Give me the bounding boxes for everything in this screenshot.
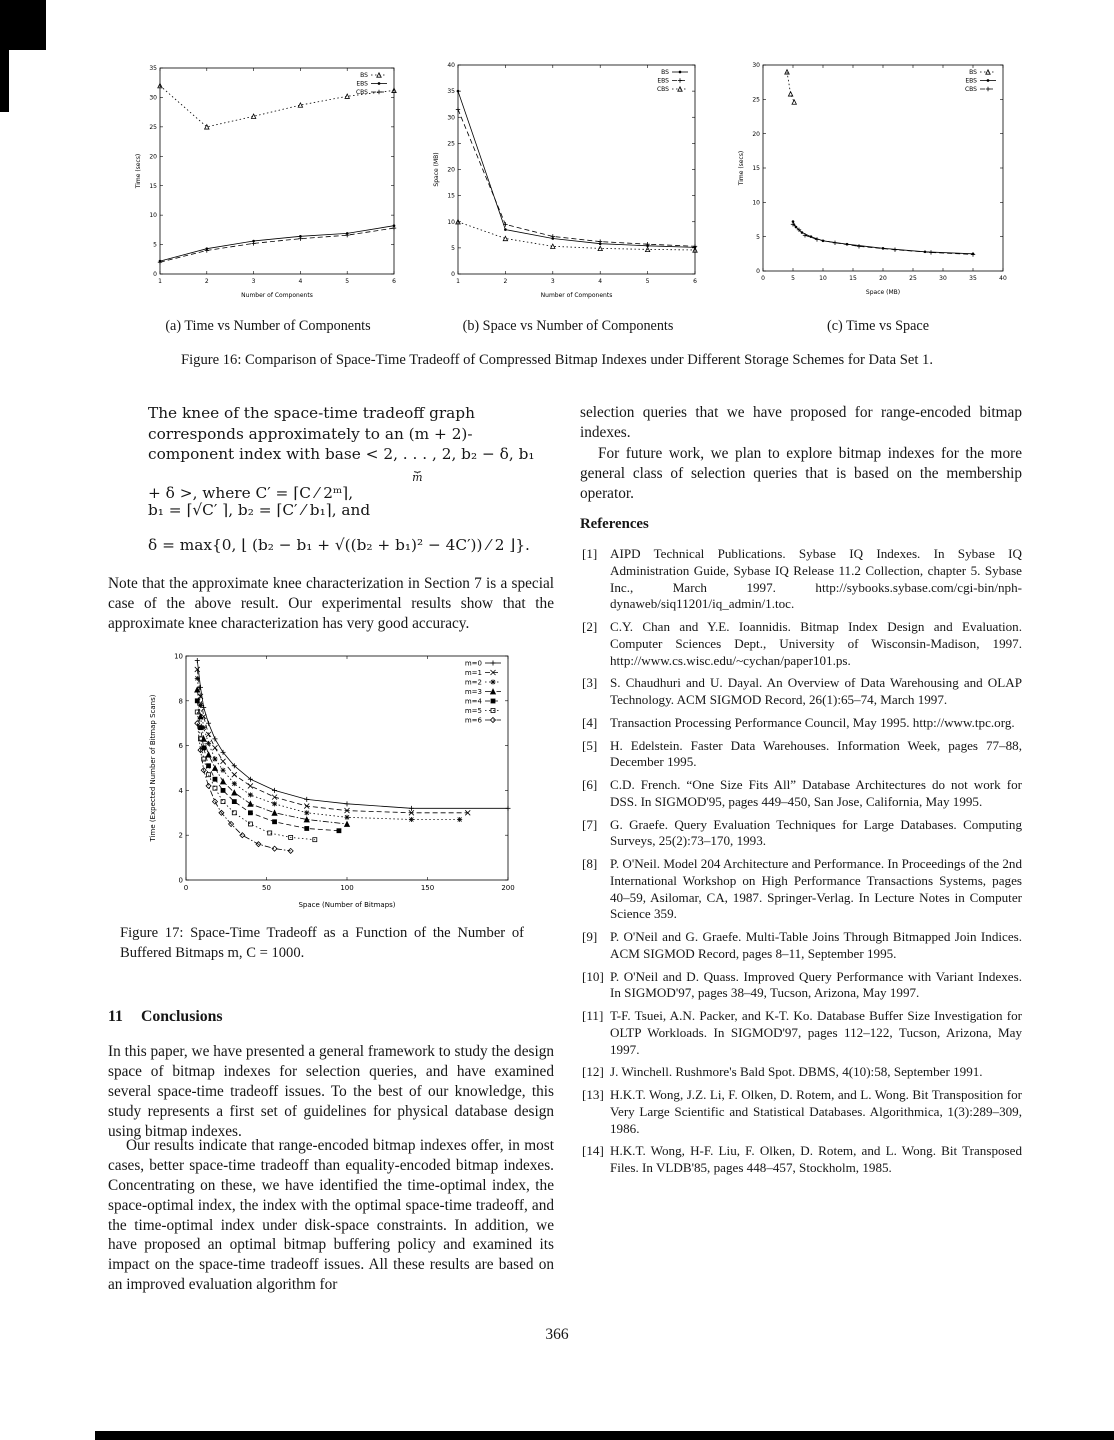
note-paragraph: Note that the approximate knee characterization in Section 7 is a special case of the above result. Our experimental results show that the approximate knee characterization has very good accuracy.	[108, 575, 554, 632]
svg-text:30: 30	[149, 94, 157, 102]
references-heading: References	[580, 516, 649, 532]
reference-item	[580, 715, 1022, 732]
continuation-paragraph: selection queries that we have proposed for range-encoded bitmap indexes.	[580, 404, 1022, 441]
reference-text: H.K.T. Wong, J.Z. Li, F. Olken, D. Rotem, and L. Wong. Bit Transposition for Very Large Scientific and Statistical Databases. Algorithmica, 1(3):289–309, 1986.	[610, 1087, 1022, 1136]
svg-text:25: 25	[447, 140, 455, 148]
reference-text: J. Winchell. Rushmore's Bald Spot. DBMS, 4(10):58, September 1991.	[610, 1064, 983, 1080]
svg-text:5: 5	[756, 233, 760, 241]
svg-text:8: 8	[178, 697, 183, 706]
reference-label: [7]	[582, 816, 598, 832]
svg-text:40: 40	[999, 275, 1007, 282]
svg-text:30: 30	[939, 275, 947, 282]
figure16a-subcaption: (a) Time vs Number of Components	[165, 318, 371, 334]
reference-text: P. O'Neil. Model 204 Architecture and Performance. In Proceedings of the 2nd International Workshop on High Performance Transactions Systems, pages 40–59, Asilomar, CA, 1987. Springer-Verlag. In Lecture Notes in Computer Science 359.	[610, 856, 1022, 922]
svg-text:50: 50	[262, 884, 271, 892]
underbrace-label: m	[412, 470, 423, 484]
svg-text:15: 15	[149, 182, 157, 190]
svg-text:15: 15	[849, 275, 857, 282]
svg-text:10: 10	[174, 652, 183, 661]
svg-text:Number of Components: Number of Components	[540, 292, 613, 299]
svg-text:Number of Components: Number of Components	[241, 292, 313, 299]
reference-label: [12]	[582, 1064, 604, 1080]
page-number: 366	[545, 1326, 569, 1343]
reference-item	[580, 1008, 1022, 1058]
svg-text:4: 4	[298, 278, 303, 285]
reference-item	[580, 856, 1022, 923]
section-number: 11	[108, 1008, 123, 1025]
references-list	[580, 546, 1022, 1183]
svg-text:0: 0	[178, 876, 183, 885]
svg-text:2: 2	[178, 831, 183, 840]
reference-label: [6]	[582, 777, 598, 792]
underbrace-icon: ⏟	[414, 459, 421, 473]
conclusions-paragraph-2: Our results indicate that range-encoded bitmap indexes offer, in most cases, better space-time tradeoff than equality-encoded bitmap indexes. Concentrating on these, we have identified the time-optimal index, the space-optimal index, the index with the optimal space-time tradeoff, and the time-optimal index under disk-space constraints. In addition, we have proposed an optimal bitmap buffering policy and examined its impact on the space-time tradeoff issues. All these results are based on an improved evaluation algorithm for	[108, 1137, 554, 1294]
svg-text:Space (Number of Bitmaps): Space (Number of Bitmaps)	[298, 901, 396, 909]
future-work-paragraph: For future work, we plan to explore bitmap indexes for the more general class of selection queries that is based on the membership operator.	[580, 445, 1022, 502]
reference-text: Transaction Processing Performance Council, May 1995. http://www.tpc.org.	[610, 714, 1015, 730]
svg-text:5: 5	[451, 244, 455, 252]
svg-text:6: 6	[392, 278, 396, 285]
svg-text:200: 200	[501, 884, 515, 892]
reference-item	[580, 675, 1022, 709]
svg-text:0: 0	[451, 271, 455, 279]
svg-text:35: 35	[447, 88, 455, 96]
svg-text:Space (MB): Space (MB)	[433, 152, 440, 187]
reference-text: P. O'Neil and D. Quass. Improved Query Performance with Variant Indexes. In SIGMOD'97, pages 38–49, Tucson, Arizona, May 1997.	[610, 968, 1022, 1001]
section-heading-conclusions	[108, 1008, 554, 1026]
reference-text: AIPD Technical Publications. Sybase IQ Indexes. In Sybase IQ Administration Guide, Sybase IQ Release 11.2 Collection, chapter 5. Sybase Inc., March 1997. http://sybooks.sybase.com/cgi-bin/nph-dynaweb/siq11201/iq_admin/1.toc.	[610, 546, 1022, 612]
svg-text:EBS: EBS	[965, 77, 977, 85]
svg-text:3: 3	[550, 278, 555, 285]
reference-label: [4]	[582, 714, 598, 730]
svg-text:35: 35	[969, 275, 977, 282]
reference-label: [5]	[582, 737, 598, 753]
reference-text: T-F. Tsuei, A.N. Packer, and K-T. Ko. Database Buffer Size Investigation for OLTP Workloads. In SIGMOD'97, pages 112–122, Tucson, Arizona, May 1997.	[610, 1008, 1022, 1057]
svg-text:0: 0	[153, 271, 157, 279]
svg-text:25: 25	[149, 123, 157, 131]
svg-text:150: 150	[420, 884, 435, 892]
knee-text-post: , b₂ − δ, b₁ + δ >, where C′ = ⌈C ⁄ 2ᵐ⌉,	[148, 445, 535, 502]
svg-text:2: 2	[503, 278, 508, 285]
svg-text:BS: BS	[661, 69, 669, 77]
reference-text: C.D. French. “One Size Fits All” Database Architectures do not work for DSS. In SIGMOD'95, pages 449–450, San Jose, California, May 1995.	[610, 777, 1022, 809]
svg-text:20: 20	[447, 166, 455, 174]
conclusions-paragraph-1: In this paper, we have presented a general framework to study the design space of bitmap indexes for selection queries, and have examined several space-time tradeoff issues. To the best of our knowledge, this study represents a first set of guidelines for physical database design using bitmap indexes.	[108, 1043, 554, 1140]
svg-text:30: 30	[752, 62, 760, 70]
svg-text:m=3: m=3	[464, 687, 482, 696]
reference-label: [14]	[582, 1143, 604, 1159]
svg-text:30: 30	[447, 114, 455, 122]
svg-text:Time (secs): Time (secs)	[738, 150, 745, 186]
svg-text:10: 10	[149, 212, 157, 220]
scan-artifact-left-strip	[0, 50, 9, 112]
svg-text:m=2: m=2	[464, 678, 482, 687]
reference-text: H. Edelstein. Faster Data Warehouses. Information Week, pages 77–88, December 1995.	[610, 737, 1022, 770]
section-title: Conclusions	[140, 1008, 223, 1025]
math-line-delta: δ = max{0, ⌊ (b₂ − b₁ + √((b₂ + b₁)² − 4C′)) ⁄ 2 ⌋}.	[148, 536, 530, 554]
svg-text:5: 5	[791, 275, 795, 282]
underbrace-content: 2, . . . , 2	[383, 445, 452, 464]
reference-item	[580, 546, 1022, 613]
reference-item	[580, 1087, 1022, 1137]
svg-text:m=5: m=5	[464, 706, 482, 715]
figure16-caption: Figure 16: Comparison of Space-Time Tradeoff of Compressed Bitmap Indexes under Different Storage Schemes for Data Set 1.	[181, 352, 933, 368]
figure17-chart	[146, 646, 520, 910]
scan-artifact-bottom-bar	[95, 1431, 1114, 1440]
figure16c-chart	[735, 57, 1013, 297]
reference-label: [3]	[582, 675, 598, 691]
svg-text:25: 25	[752, 96, 760, 104]
svg-text:5: 5	[345, 278, 350, 285]
svg-text:0: 0	[761, 275, 765, 282]
reference-item	[580, 929, 1022, 963]
reference-label: [9]	[582, 929, 598, 944]
svg-text:15: 15	[752, 165, 760, 173]
svg-text:0: 0	[756, 268, 760, 276]
reference-item	[580, 738, 1022, 772]
reference-item	[580, 969, 1022, 1003]
svg-text:4: 4	[598, 278, 603, 285]
svg-text:10: 10	[819, 275, 827, 282]
knee-text-pre: The knee of the space-time tradeoff graph corresponds approximately to an (m + 2)-component index with base <	[148, 404, 475, 464]
reference-label: [2]	[582, 619, 598, 634]
svg-text:CBS: CBS	[656, 86, 669, 94]
svg-text:EBS: EBS	[356, 80, 368, 88]
svg-text:3: 3	[251, 278, 256, 285]
svg-text:6: 6	[693, 278, 697, 285]
reference-text: H.K.T. Wong, H-F. Liu, F. Olken, D. Rotem, and L. Wong. Bit Transposed Files. In VLDB'85, pages 448–457, Stockholm, 1985.	[610, 1143, 1022, 1175]
reference-label: [8]	[582, 856, 598, 871]
svg-text:CBS: CBS	[355, 89, 368, 97]
svg-text:Space (MB): Space (MB)	[865, 289, 901, 296]
reference-item	[580, 1064, 1022, 1081]
figure16b-subcaption: (b) Space vs Number of Components	[462, 318, 674, 334]
svg-text:20: 20	[879, 275, 887, 282]
svg-text:25: 25	[909, 275, 917, 282]
svg-text:10: 10	[447, 218, 455, 226]
reference-item	[580, 817, 1022, 851]
reference-text: C.Y. Chan and Y.E. Ioannidis. Bitmap Index Design and Evaluation. Computer Sciences Dept., University of Wisconsin-Madison, 1997. http://www.cs.wisc.edu/~cychan/paper101.ps.	[610, 619, 1022, 668]
reference-text: P. O'Neil and G. Graefe. Multi-Table Joins Through Bitmapped Join Indices. ACM SIGMOD Record, pages 8–11, September 1995.	[610, 929, 1022, 961]
svg-text:35: 35	[149, 65, 157, 73]
underbrace-group	[383, 447, 451, 482]
svg-text:4: 4	[178, 786, 183, 795]
reference-label: [11]	[582, 1008, 604, 1023]
reference-label: [13]	[582, 1087, 604, 1102]
svg-text:BS: BS	[969, 69, 977, 77]
figure17-caption: Figure 17: Space-Time Tradeoff as a Function of the Number of Buffered Bitmaps m, C = 1000.	[120, 925, 524, 961]
svg-text:m=0: m=0	[464, 659, 482, 668]
svg-text:0: 0	[183, 884, 189, 892]
figure16b-chart	[430, 57, 705, 300]
figure16c-subcaption: (c) Time vs Space	[826, 318, 930, 334]
svg-text:20: 20	[149, 153, 157, 161]
svg-text:m=4: m=4	[464, 697, 482, 706]
svg-text:40: 40	[447, 62, 455, 70]
reference-item	[580, 1143, 1022, 1177]
reference-item	[580, 619, 1022, 669]
svg-text:1: 1	[158, 278, 162, 285]
svg-text:CBS: CBS	[964, 86, 977, 94]
svg-text:5: 5	[153, 241, 157, 249]
svg-text:m=6: m=6	[464, 716, 482, 725]
svg-text:100: 100	[340, 884, 354, 892]
svg-text:Time (Expected Number of Bitma: Time (Expected Number of Bitmap Scans)	[149, 694, 157, 842]
svg-text:BS: BS	[360, 72, 368, 80]
reference-item	[580, 777, 1022, 811]
svg-text:10: 10	[752, 199, 760, 207]
math-line-b: b₁ = ⌈√C′ ⌉, b₂ = ⌈C′ ⁄ b₁⌉, and	[148, 501, 371, 519]
svg-text:5: 5	[645, 278, 650, 285]
reference-label: [1]	[582, 546, 598, 561]
svg-text:2: 2	[204, 278, 209, 285]
svg-text:15: 15	[447, 192, 455, 200]
svg-text:EBS: EBS	[657, 77, 669, 85]
svg-text:m=1: m=1	[464, 668, 482, 677]
svg-text:20: 20	[752, 130, 760, 138]
svg-text:1: 1	[456, 278, 460, 285]
scan-artifact-corner	[0, 0, 46, 50]
svg-text:6: 6	[178, 742, 183, 751]
reference-text: S. Chaudhuri and U. Dayal. An Overview of Data Warehousing and OLAP Technology. ACM SIGMOD Record, 26(1):65–74, March 1997.	[610, 675, 1022, 707]
svg-text:Time (secs): Time (secs)	[135, 153, 142, 189]
figure16a-chart	[132, 60, 404, 300]
knee-statement	[148, 403, 552, 503]
reference-text: G. Graefe. Query Evaluation Techniques for Large Databases. Computing Surveys, 25(2):73–170, 1993.	[610, 816, 1022, 849]
reference-label: [10]	[582, 968, 604, 984]
